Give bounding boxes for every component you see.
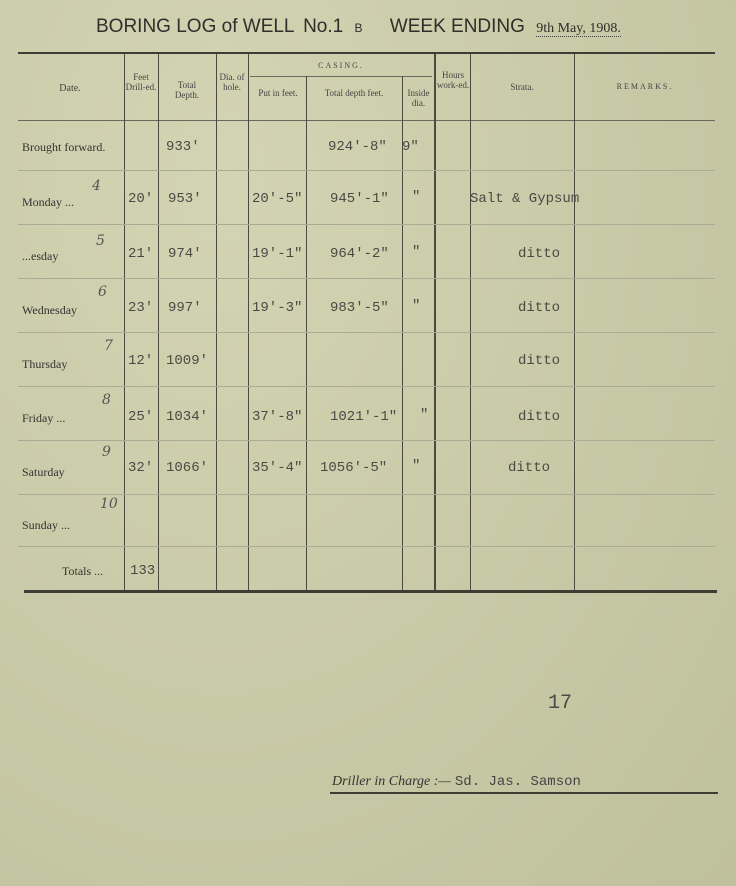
- col-head-feet-drilled: Feet Drill-ed.: [125, 72, 157, 92]
- ruled-line: [18, 386, 715, 387]
- col-line: [574, 54, 575, 590]
- col-head-casing: CASING.: [318, 61, 364, 70]
- col-head-remarks: REMARKS.: [616, 82, 674, 91]
- driller-label: Driller in Charge :—: [332, 774, 451, 789]
- row-total-depth: 974': [168, 246, 202, 262]
- row-inside-dia: ": [412, 189, 421, 205]
- row-day-label: Monday ...: [22, 195, 74, 209]
- week-ending-label: WEEK ENDING: [389, 16, 525, 37]
- row-day-label: Friday ...: [22, 411, 66, 425]
- col-line: [248, 54, 249, 590]
- log-title: BORING LOG of WELL: [96, 16, 294, 37]
- row-day-label: Saturday: [22, 465, 65, 479]
- row-put-in: 37'-8": [252, 409, 303, 425]
- row-put-in: 19'-3": [252, 300, 303, 316]
- row-put-in: 35'-4": [252, 460, 303, 476]
- col-line: [306, 76, 307, 590]
- week-ending-date: 9th May, 1908.: [536, 21, 621, 36]
- row-hand-date: 10: [100, 496, 118, 512]
- row-hand-date: 7: [104, 338, 113, 354]
- footer-rule: [330, 792, 718, 794]
- row-casing-total: 945'-1": [330, 191, 389, 207]
- row-casing-total: 983'-5": [330, 300, 389, 316]
- table-bottom-rule: [24, 590, 717, 593]
- col-head-dia-hole: Dia. of hole.: [219, 72, 245, 92]
- row-day-label: Thursday: [22, 357, 68, 371]
- row-hand-date: 4: [92, 178, 101, 194]
- col-line: [470, 54, 471, 590]
- row-casing-total: 1056'-5": [320, 460, 388, 476]
- row-inside-dia: ": [412, 458, 421, 474]
- row-day-label: Wednesday: [22, 303, 78, 317]
- ruled-line: [18, 170, 715, 171]
- well-sub: B: [354, 21, 363, 35]
- row-feet-drilled: 21': [128, 246, 154, 262]
- ruled-line: [18, 440, 715, 441]
- driller-signature: [332, 772, 581, 790]
- col-head-inside-dia: Inside dia.: [407, 88, 430, 108]
- ruled-line: [18, 224, 715, 225]
- row-casing-total: 924'-8": [328, 139, 387, 155]
- ruled-line: [18, 546, 715, 547]
- col-head-strata: Strata.: [510, 82, 534, 92]
- row-strata: ditto: [508, 460, 551, 476]
- page-number: 17: [548, 692, 573, 715]
- row-feet-drilled: 12': [128, 353, 154, 369]
- row-strata: ditto: [518, 246, 561, 262]
- row-total-depth: 933': [166, 139, 200, 155]
- row-feet-drilled: 20': [128, 191, 154, 207]
- table-top-rule: [18, 52, 715, 54]
- row-day-label: ...esday: [22, 249, 59, 263]
- row-hand-date: 5: [96, 233, 105, 249]
- driller-name: Sd. Jas. Samson: [454, 774, 581, 790]
- col-head-put-in: Put in feet.: [258, 88, 298, 98]
- row-hand-date: 9: [102, 444, 111, 460]
- row-total-depth: 953': [168, 191, 202, 207]
- casing-divider: [250, 76, 432, 77]
- row-casing-total: 964'-2": [330, 246, 389, 262]
- row-casing-total: 1021'-1": [330, 409, 398, 425]
- row-day-label: Brought forward.: [22, 140, 106, 154]
- col-head-hours: Hours work-ed.: [436, 70, 470, 90]
- row-day-label: Sunday ...: [22, 518, 70, 532]
- row-put-in: 20'-5": [252, 191, 303, 207]
- row-hand-date: 6: [98, 284, 107, 300]
- row-total-depth: 1034': [166, 409, 209, 425]
- row-hand-date: 8: [102, 392, 111, 408]
- col-line: [434, 54, 436, 590]
- ruled-line: [18, 278, 715, 279]
- ruled-line: [18, 332, 715, 333]
- col-line: [158, 54, 159, 590]
- row-inside-dia: 9": [402, 139, 419, 155]
- row-total-depth: 1066': [166, 460, 209, 476]
- row-feet-drilled: 32': [128, 460, 154, 476]
- row-feet-drilled: 23': [128, 300, 154, 316]
- ruled-line: [18, 494, 715, 495]
- well-number: No.1: [303, 16, 344, 37]
- row-put-in: 19'-1": [252, 246, 303, 262]
- log-header: [96, 16, 621, 38]
- totals-label: Totals ...: [62, 564, 104, 578]
- row-inside-dia: ": [412, 244, 421, 260]
- col-line: [216, 54, 217, 590]
- col-head-casing-total: Total depth feet.: [324, 88, 384, 98]
- col-head-total-depth: Total Depth.: [174, 80, 200, 100]
- row-feet-drilled: 25': [128, 409, 154, 425]
- row-strata: ditto: [518, 300, 561, 316]
- header-divider: [18, 120, 715, 121]
- row-strata: Salt & Gypsum: [470, 191, 580, 207]
- totals-feet-drilled: 133: [130, 563, 156, 579]
- row-inside-dia: ": [420, 407, 429, 423]
- row-inside-dia: ": [412, 298, 421, 314]
- row-strata: ditto: [518, 353, 561, 369]
- row-total-depth: 997': [168, 300, 202, 316]
- col-head-date: Date.: [59, 83, 81, 94]
- col-line: [124, 54, 125, 590]
- row-strata: ditto: [518, 409, 561, 425]
- row-total-depth: 1009': [166, 353, 209, 369]
